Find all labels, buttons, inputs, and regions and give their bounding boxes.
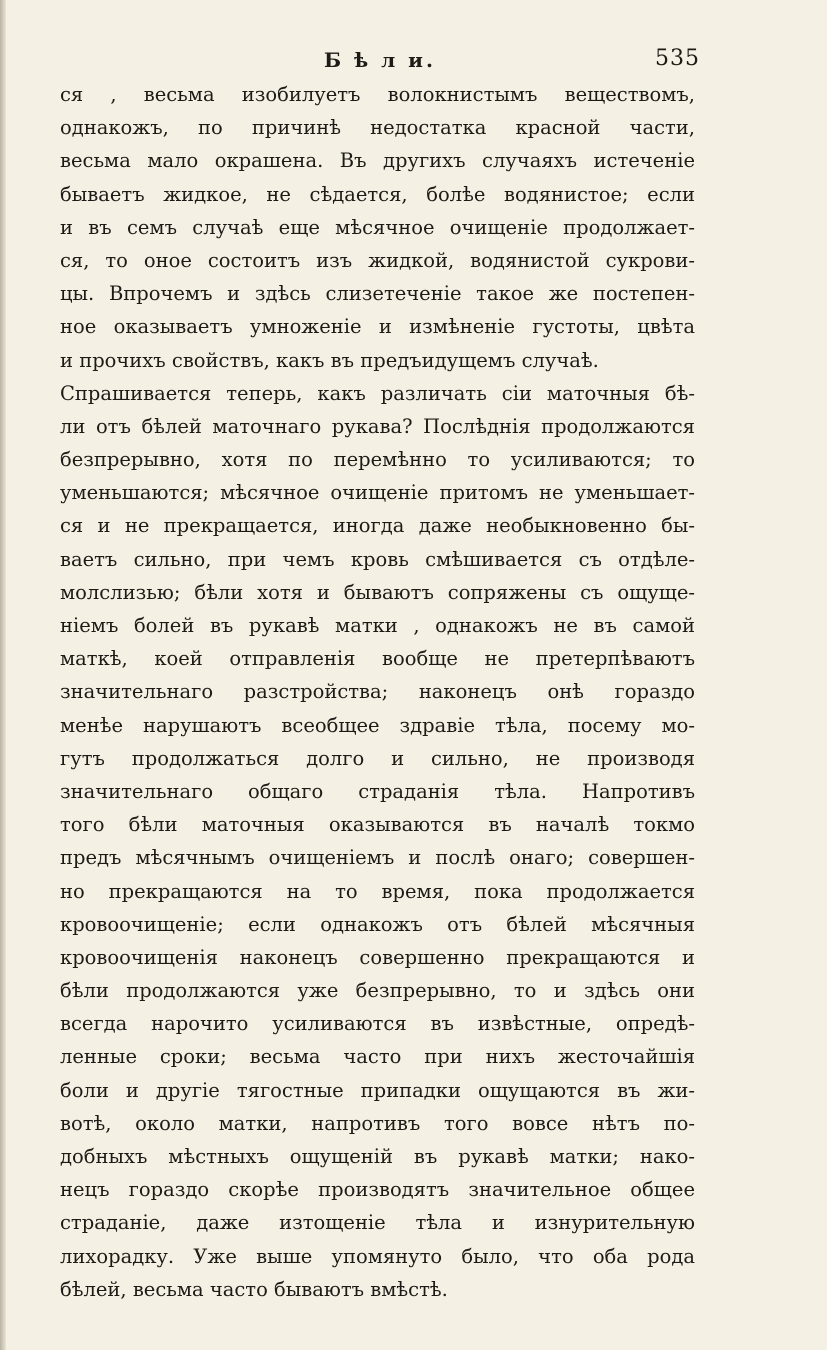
text-line: ся , весьма изобилуетъ волокнистымъ веществомъ, <box>60 83 695 106</box>
text-line: ваетъ сильно, при чемъ кровь смѣшивается съ отдѣле- <box>60 547 695 571</box>
text-line: и въ семъ случаѣ еще мѣсячное очищеніе продолжает- <box>60 215 695 239</box>
text-line: страданіе, даже изтощеніе тѣла и изнурительную <box>60 1211 695 1235</box>
text-line: бываетъ жидкое, не сѣдается, болѣе водянистое; если <box>60 182 695 206</box>
text-line: лихорадку. Уже выше упомянуто было, что оба рода <box>60 1244 695 1268</box>
text-line: того бѣли маточныя оказываются въ началѣ токмо <box>60 813 695 837</box>
text-line: всегда нарочито усиливаются въ извѣстные, опредѣ- <box>60 1012 695 1036</box>
text-line: вотѣ, около матки, напротивъ того вовсе нѣтъ по- <box>60 1111 695 1135</box>
text-line: маткѣ, коей отправленія вообще не претерпѣваютъ <box>60 647 695 671</box>
text-line: боли и другіе тягостные припадки ощущаются въ жи- <box>60 1078 695 1102</box>
text-line: цы. Впрочемъ и здѣсь слизетеченіе такое же постепен- <box>60 282 695 306</box>
text-line: ное оказываетъ умноженіе и измѣненіе густоты, цвѣта <box>60 315 695 339</box>
text-line: гутъ продолжаться долго и сильно, не производя <box>60 746 695 770</box>
text-line: Спрашивается теперь, какъ различать сіи маточныя бѣ- <box>60 381 695 405</box>
text-line: кровоочищеніе; если однакожъ отъ бѣлей мѣсячныя <box>60 912 695 936</box>
text-line: весьма мало окрашена. Въ другихъ случаяхъ истеченіе <box>60 149 695 173</box>
text-line: и прочихъ свойствъ, какъ въ предъидущемъ случаѣ. <box>60 348 599 372</box>
text-line: предъ мѣсячнымъ очищеніемъ и послѣ онаго; совершен- <box>60 846 695 870</box>
paragraph <box>60 377 695 1306</box>
page-header <box>60 48 700 78</box>
text-line: уменьшаются; мѣсячное очищеніе притомъ не уменьшает- <box>60 481 695 505</box>
text-line: добныхъ мѣстныхъ ощущеній въ рукавѣ матки; нако- <box>60 1145 695 1168</box>
text-line: молслизью; бѣли хотя и бываютъ сопряжены съ ощуще- <box>60 580 695 604</box>
text-line: кровоочищенія наконецъ совершенно прекращаются и <box>60 945 695 969</box>
text-line: значительнаго разстройства; наконецъ онѣ гораздо <box>60 680 695 704</box>
text-line: бѣли продолжаются уже безпрерывно, то и здѣсь они <box>60 979 695 1003</box>
text-line: ли отъ бѣлей маточнаго рукава? Послѣднія продолжаются <box>60 414 695 438</box>
running-head: Б ѣ л и. <box>324 48 436 72</box>
text-line: ленные сроки; весьма часто при нихъ жесточайшія <box>60 1045 695 1069</box>
body-text <box>60 78 695 1306</box>
text-line: безпрерывно, хотя по перемѣнно то усиливаются; то <box>60 448 695 472</box>
text-line: ся и не прекращается, иногда даже необыкновенно бы- <box>60 514 695 538</box>
text-line: бѣлей, весьма часто бываютъ вмѣстѣ. <box>60 1277 448 1301</box>
page-spine-edge <box>0 0 6 1350</box>
text-line: ся, то оное состоитъ изъ жидкой, водянистой сукрови- <box>60 248 695 272</box>
text-line: однакожъ, по причинѣ недостатка красной части, <box>60 116 695 140</box>
text-line: значительнаго общаго страданія тѣла. Напротивъ <box>60 779 695 803</box>
text-line: нецъ гораздо скорѣе производятъ значительное общее <box>60 1178 695 1202</box>
page-number: 535 <box>655 46 700 71</box>
paragraph <box>60 78 695 377</box>
text-line: ніемъ болей въ рукавѣ матки , однакожъ не въ самой <box>60 614 695 637</box>
text-line: менѣе нарушаютъ всеобщее здравіе тѣла, посему мо- <box>60 713 695 737</box>
text-line: но прекращаются на то время, пока продолжается <box>60 879 695 903</box>
